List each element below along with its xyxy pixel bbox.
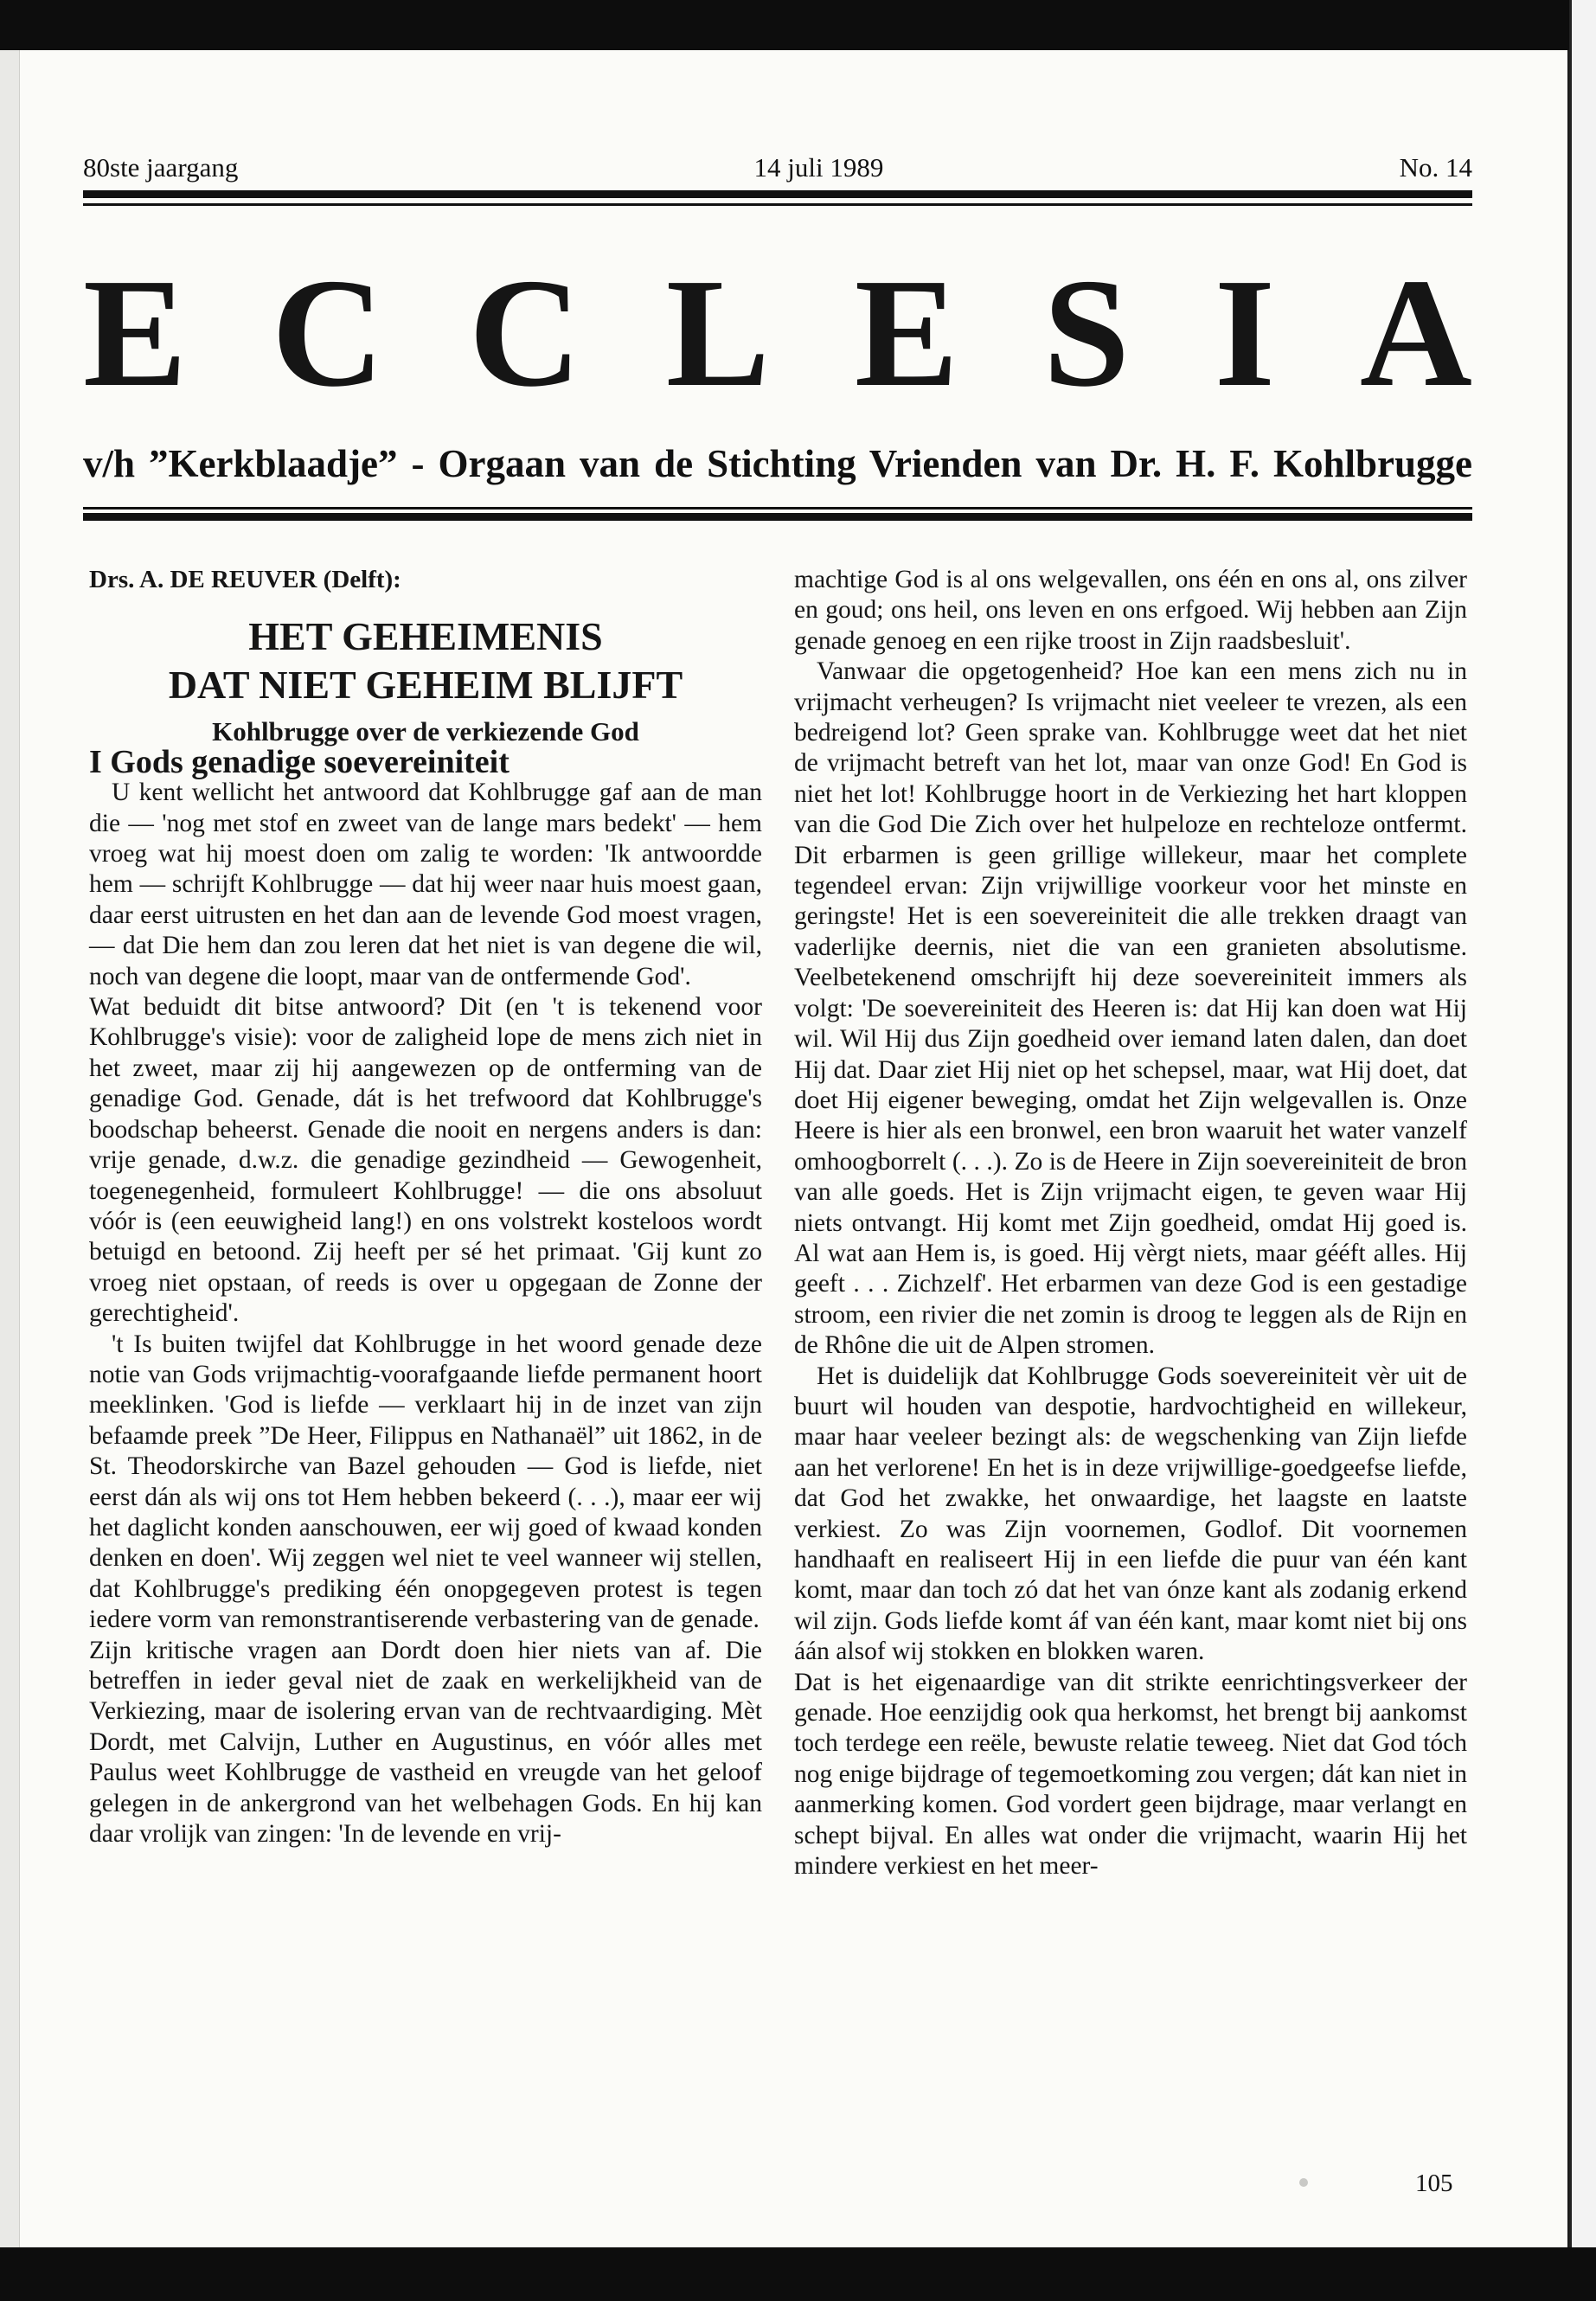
volume: 80ste jaargang <box>83 152 239 183</box>
paragraph: Zijn kritische vragen aan Dordt doen hier niets van af. Die betreffen in ieder geval niet de zaak en werkelijkheid van de Verkiezing, maar de isolering ervan van de rechtvaardiging. Mèt Dordt, met Calvijn, Luther en Augustinus, en vóór alles met Paulus weet Kohlbrugge de vastheid en vreugde van het geloof gelegen in de ankergrond van het welbehagen Gods. En hij kan daar vrolijk van zingen: 'In de levende en vrij- <box>89 1636 762 1849</box>
article-title <box>89 612 762 709</box>
column-right <box>794 565 1467 1881</box>
author: Drs. A. DE REUVER (Delft): <box>89 566 401 593</box>
masthead-letter: S <box>1042 247 1130 419</box>
issue-date: 14 juli 1989 <box>753 152 884 183</box>
article-subtitle: Kohlbrugge over de verkiezende God <box>212 716 639 747</box>
title-line-1: HET GEHEIMENIS <box>248 614 603 659</box>
masthead <box>83 247 1472 419</box>
paragraph: U kent wellicht het antwoord dat Kohlbrugge gaf aan de man die — 'nog met stof en zweet van de lange mars bedekt' — hem vroeg wat hij moest doen om zalig te worden: 'Ik antwoordde hem — schrijft Kohlbrugge — dat hij weer naar huis moest gaan, daar eerst uitrusten en het dan aan de levende God moest vragen, — dat Die hem dan zou leren dat het niet is van degene die wil, noch van degene die loopt, maar van de ontfermende God'. <box>89 779 762 990</box>
column-left <box>89 565 762 1849</box>
scan-edge-bottom <box>0 2247 1596 2301</box>
scan-speck <box>1299 2178 1308 2187</box>
page-number: 105 <box>1415 2170 1453 2197</box>
running-header <box>83 152 1472 183</box>
rule-thick-bottom <box>83 513 1472 521</box>
masthead-letter: C <box>272 247 384 419</box>
scan-edge-top <box>0 0 1596 50</box>
scan-edge-right <box>1569 0 1596 2301</box>
rule-thick-top <box>83 190 1472 198</box>
issue-number: No. 14 <box>1399 152 1472 183</box>
masthead-letter: A <box>1359 247 1472 419</box>
section-heading: I Gods genadige soevereiniteit <box>89 743 510 780</box>
rule-thin-bottom <box>83 507 1472 510</box>
page <box>0 50 1567 2247</box>
paragraph: Wat beduidt dit bitse antwoord? Dit (en 't is tekenend voor Kohlbrugge's visie): voor de zaligheid lope de mens zich niet in het zweet, maar zij hij aangewezen op de ontferming van de genadige God. Genade, dát is het trefwoord dat Kohlbrugge's boodschap beheerst. Genade die nooit en nergens anders is dan: vrije genade, d.w.z. die genadige gezindheid — Gewogenheit, toegenegenheid, formuleert Kohlbrugge! — die ons absoluut vóór is (een eeuwigheid lang!) en ons volstrekt kosteloos wordt betuigd en betoond. Zij heeft per sé het primaat. 'Gij kunt zo vroeg niet opstaan, of reeds is over u opgegaan de Zonne der gerechtigheid'. <box>89 993 762 1328</box>
paragraph: machtige God is al ons welgevallen, ons één en ons al, ons zilver en goud; ons heil, ons leven en ons erfgoed. Wij hebben aan Zijn genade genoeg en een rijke troost in Zijn raadsbesluit'. <box>794 566 1467 655</box>
masthead-letter: E <box>83 247 188 419</box>
paragraph: Het is duidelijk dat Kohlbrugge Gods soevereiniteit vèr uit de buurt wil houden van despotie, hardvochtigheid en willekeur, maar haar veeleer bezingt als: de wegschenking van Zijn liefde aan het verlorene! En het is in deze vrijwillige-goedgeefse liefde, dat God het zwakke, het onwaardige, het laagste en laatste verkiest. Zo was Zijn voornemen, Godlof. Dit voornemen handhaaft en realiseert Hij in een liefde die puur van één kant komt, maar dan toch zó dat het van ónze kant als zodanig erkend wil zijn. Gods liefde komt áf van één kant, maar komt niet bij ons áán alsof wij stokken en blokken waren. <box>794 1362 1467 1666</box>
rule-thin-top <box>83 203 1472 206</box>
paragraph: Vanwaar die opgetogenheid? Hoe kan een mens zich nu in vrijmacht verheugen? Is vrijmacht niet veeleer te vrezen, als een bedreigend lot? Geen sprake van. Kohlbrugge weet dat het niet de vrijmacht betreft van het lot, maar van onze God! En God is niet het lot! Kohlbrugge hoort in de Verkiezing het hart kloppen van die God Die Zich over het hulpeloze en rechteloze ontfermt. Dit erbarmen is geen grillige willekeur, maar het complete tegendeel ervan: Zijn vrijwillige voorkeur voor het minste en geringste! Het is een soevereiniteit die alle trekken draagt van vaderlijke deernis, niet die van een granieten absolutisme. Veelbetekenend omschrijft hij deze soevereiniteit immers als volgt: 'De soevereiniteit des Heeren is: dat Hij kan doen wat Hij wil. Wil Hij dus Zijn goedheid over iemand laten dalen, dan doet Hij dat. Daar ziet Hij niet op het schepsel, maar, wat Hij doet, dat doet Hij eigener beweging, omdat het Zijn welgevallen is. Onze Heere is hier als een bronwel, een bron waaruit het water vanzelf omhoogborrelt (. . .). Zo is de Heere in Zijn soevereiniteit de bron van alle goeds. Het is Zijn vrijmacht eigen, te geven waar Hij niets ontvangt. Hij komt met Zijn goedheid, omdat Hij goed is. Al wat aan Hem is, is goed. Hij vèrgt niets, maar gééft alles. Hij geeft . . . Zichzelf'. Het erbarmen van deze God is een gestadige stroom, een rivier die net zomin is droog te leggen als de Rijn en de Rhône die uit de Alpen stromen. <box>794 657 1467 1360</box>
masthead-letter: C <box>468 247 581 419</box>
paragraph: 't Is buiten twijfel dat Kohlbrugge in het woord genade deze notie van Gods vrijmachtig-voorafgaande liefde permanent hoort meeklinken. 'God is liefde — verklaart hij in de inzet van zijn befaamde preek ”De Heer, Filippus en Nathanaël” uit 1862, in de St. Theodorskirche van Bazel gehouden — God is liefde, niet eerst dán als wij ons tot Hem hebben bekeerd (. . .), maar eer wij het daglicht konden aanschouwen, eer wij goed of kwaad konden denken en doen'. Wij zeggen wel niet te veel wanneer wij stellen, dat Kohlbrugge's prediking één onopgegeven protest is tegen iedere vorm van remonstrantiserende verbastering van de genade. <box>89 1330 762 1634</box>
paragraph: Dat is het eigenaardige van dit strikte eenrichtingsverkeer der genade. Hoe eenzijdig ook qua herkomst, het brengt bij aankomst toch terdege een reële, bewuste relatie teweeg. Niet dat God tóch nog enige bijdrage of tegemoetkoming zou vergen; dát kan niet in aanmerking komen. God vordert geen bijdrage, maar verlangt en schept bijval. En alles wat onder die vrijmacht, waarin Hij het mindere verkiest en het meer- <box>794 1668 1467 1881</box>
masthead-letter: E <box>854 247 958 419</box>
masthead-letter: L <box>665 247 770 419</box>
masthead-subtitle: v/h ”Kerkblaadje” - Orgaan van de Stichting Vrienden van Dr. H. F. Kohlbrugge <box>83 442 1472 485</box>
masthead-letter: I <box>1214 247 1275 419</box>
title-line-2: DAT NIET GEHEIM BLIJFT <box>168 663 683 708</box>
